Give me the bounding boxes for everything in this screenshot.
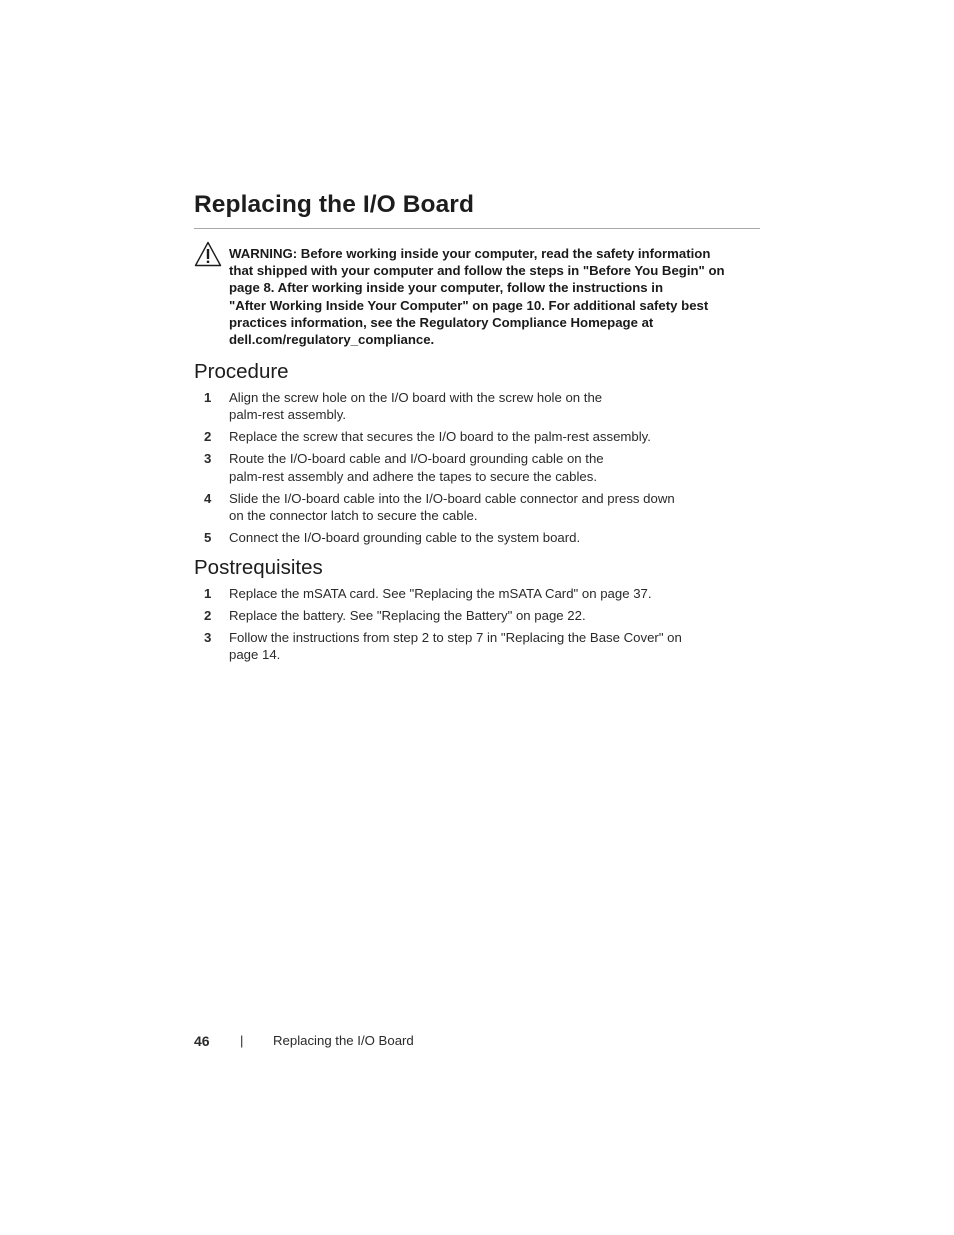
step-number: 1 <box>204 390 212 405</box>
postrequisite-step <box>194 585 754 602</box>
warning-line: dell.com/regulatory_compliance. <box>229 332 435 348</box>
step-text <box>229 450 754 485</box>
page-number: 46 <box>194 1033 210 1049</box>
page-title: Replacing the I/O Board <box>194 191 475 218</box>
warning-line: WARNING: Before working inside your computer, read the safety information <box>229 246 711 261</box>
step-number: 3 <box>204 451 212 467</box>
procedure-steps <box>194 389 754 551</box>
step-line: page 14. <box>229 647 281 663</box>
procedure-step <box>194 428 754 445</box>
step-text <box>229 389 754 424</box>
step-line: Route the I/O-board cable and I/O-board grounding cable on the <box>229 451 604 467</box>
procedure-step <box>194 490 754 525</box>
warning-line: practices information, see the Regulatory Compliance Homepage at <box>229 314 654 330</box>
step-number: 3 <box>204 629 212 645</box>
postrequisites-heading: Postrequisites <box>194 556 323 579</box>
postrequisite-step <box>194 629 754 664</box>
warning-line: that shipped with your computer and follow the steps in "Before You Begin" on <box>229 263 725 279</box>
step-text <box>229 629 754 664</box>
procedure-heading: Procedure <box>194 360 289 383</box>
title-divider <box>194 228 760 229</box>
step-line: Replace the battery. See "Replacing the Battery" on page 22. <box>229 607 586 623</box>
step-text <box>229 607 754 624</box>
warning-line: "After Working Inside Your Computer" on page 10. For additional safety best <box>229 297 709 313</box>
step-line: Slide the I/O-board cable into the I/O-board cable connector and press down <box>229 490 675 506</box>
procedure-step <box>194 529 754 546</box>
step-number: 2 <box>204 429 212 445</box>
step-line: Follow the instructions from step 2 to step 7 in "Replacing the Base Cover" on <box>229 629 682 645</box>
warning-triangle-icon <box>194 241 222 267</box>
footer-separator: | <box>240 1033 244 1048</box>
procedure-step <box>194 389 754 424</box>
postrequisite-step <box>194 607 754 624</box>
step-line: on the connector latch to secure the cable. <box>229 507 478 523</box>
step-line: Align the screw hole on the I/O board with the screw hole on the <box>229 390 603 405</box>
step-line: Connect the I/O-board grounding cable to the system board. <box>229 529 581 545</box>
step-line: Replace the mSATA card. See "Replacing the mSATA Card" on page 37. <box>229 586 652 601</box>
postrequisites-steps <box>194 585 754 668</box>
step-number: 2 <box>204 607 212 623</box>
warning-message <box>229 245 754 348</box>
step-number: 4 <box>204 490 212 506</box>
step-text <box>229 428 754 445</box>
footer-chapter-title: Replacing the I/O Board <box>273 1033 414 1048</box>
step-number: 1 <box>204 586 212 601</box>
procedure-step <box>194 450 754 485</box>
step-text <box>229 490 754 525</box>
warning-line: page 8. After working inside your computer, follow the instructions in <box>229 280 664 296</box>
step-number: 5 <box>204 529 212 545</box>
step-text <box>229 585 754 602</box>
step-line: palm-rest assembly and adhere the tapes to secure the cables. <box>229 468 597 484</box>
step-line: palm-rest assembly. <box>229 407 347 423</box>
step-line: Replace the screw that secures the I/O board to the palm-rest assembly. <box>229 429 651 445</box>
step-text <box>229 529 754 546</box>
